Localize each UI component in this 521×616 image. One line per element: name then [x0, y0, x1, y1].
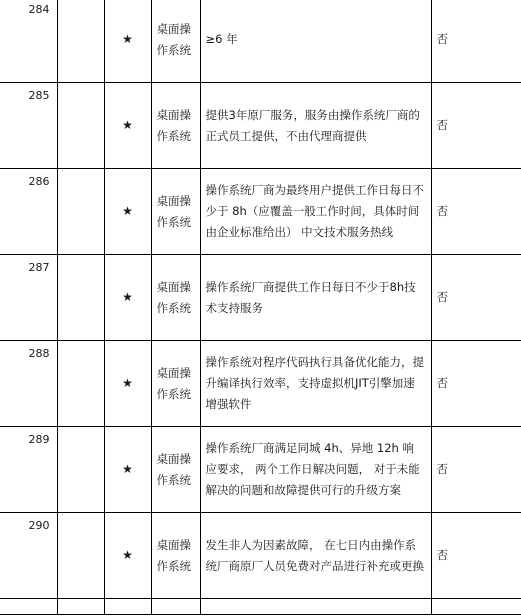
response-cell: 否 [431, 427, 521, 513]
empty-cell [57, 83, 104, 169]
star-mark: ★ [104, 83, 151, 169]
response-cell: 否 [431, 0, 521, 83]
table-row [0, 341, 521, 427]
row-number: 287 [0, 255, 57, 341]
table-row [0, 255, 521, 341]
row-number: 288 [0, 341, 57, 427]
star-mark: ★ [104, 513, 151, 599]
response-cell-partial [431, 599, 521, 615]
table-row [0, 0, 521, 83]
requirement-cell: 操作系统厂商满足同城 4h、异地 12h 响应要求， 两个工作日解决问题， 对于未能解决的问题和故障提供可行的升级方案 [200, 427, 431, 513]
row-number: 289 [0, 427, 57, 513]
requirement-cell: 操作系统对程序代码执行具备优化能力，提升编译执行效率，支持虚拟机JIT引擎加速增强软件 [200, 341, 431, 427]
table-row-partial [0, 599, 521, 615]
star-mark: ★ [104, 0, 151, 83]
category-cell: 桌面操作系统 [151, 0, 200, 83]
requirement-cell-partial [200, 599, 431, 615]
category-cell: 桌面操作系统 [151, 427, 200, 513]
response-cell: 否 [431, 513, 521, 599]
row-number: 284 [0, 0, 57, 83]
requirement-cell: 操作系统厂商提供工作日每日不少于8h技术支持服务 [200, 255, 431, 341]
response-cell: 否 [431, 341, 521, 427]
response-cell: 否 [431, 169, 521, 255]
requirement-cell: 操作系统厂商为最终用户提供工作日每日不少于 8h（应覆盖一般工作时间，具体时间由企业标准给出） 中文技术服务热线 [200, 169, 431, 255]
category-cell: 桌面操作系统 [151, 255, 200, 341]
category-cell: 桌面操作系统 [151, 513, 200, 599]
response-cell: 否 [431, 83, 521, 169]
category-cell: 桌面操作系统 [151, 83, 200, 169]
empty-cell [57, 0, 104, 83]
star-mark-partial [104, 599, 151, 615]
star-mark: ★ [104, 341, 151, 427]
star-mark: ★ [104, 427, 151, 513]
table-row [0, 169, 521, 255]
empty-cell [57, 427, 104, 513]
star-mark: ★ [104, 169, 151, 255]
row-number: 285 [0, 83, 57, 169]
response-cell: 否 [431, 255, 521, 341]
empty-cell [57, 341, 104, 427]
category-cell: 桌面操作系统 [151, 341, 200, 427]
category-cell-partial [151, 599, 200, 615]
empty-cell [57, 599, 104, 615]
empty-cell [57, 169, 104, 255]
requirement-cell: ≥6 年 [200, 0, 431, 83]
row-number: 286 [0, 169, 57, 255]
category-cell: 桌面操作系统 [151, 169, 200, 255]
row-number: 290 [0, 513, 57, 599]
requirement-cell: 发生非人为因素故障， 在七日内由操作系统厂商原厂人员免费对产品进行补充或更换 [200, 513, 431, 599]
table-row [0, 513, 521, 599]
empty-cell [57, 255, 104, 341]
requirement-cell: 提供3年原厂服务，服务由操作系统厂商的正式员工提供，不由代理商提供 [200, 83, 431, 169]
star-mark: ★ [104, 255, 151, 341]
table-row [0, 427, 521, 513]
empty-cell [57, 513, 104, 599]
row-number-partial [0, 599, 57, 615]
table-row [0, 83, 521, 169]
